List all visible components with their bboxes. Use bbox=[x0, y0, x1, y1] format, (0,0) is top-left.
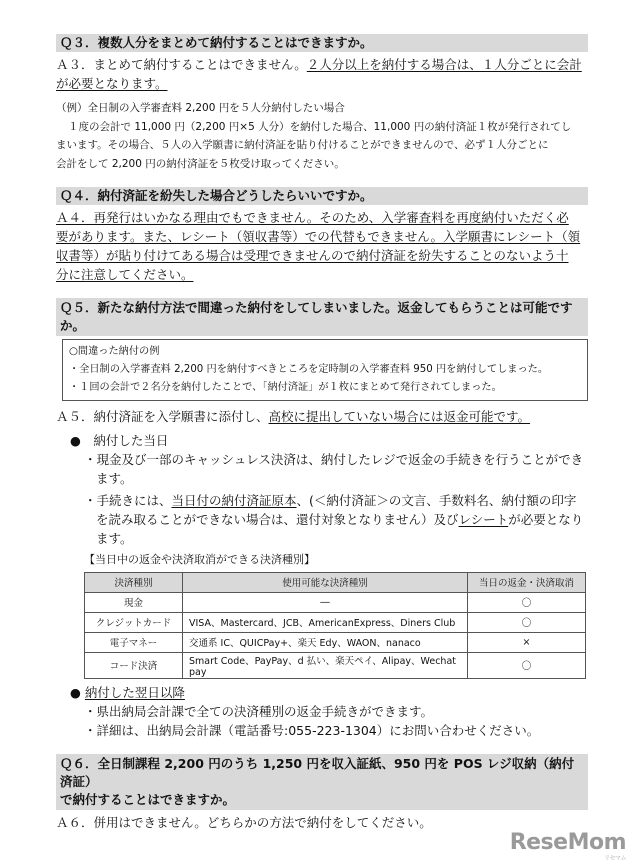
table-caption: 【当日中の返金や決済取消ができる決済種別】 bbox=[84, 553, 315, 566]
next-day-bullet: ● bbox=[70, 684, 81, 700]
q3-answer-underlined: ２人分以上を納付する場合は、１人分ごとに会計 bbox=[306, 57, 582, 72]
table-row bbox=[85, 612, 586, 632]
q5-answer-text: Ａ５．納付済証を入学願書に添付し、 bbox=[56, 409, 269, 424]
table-row bbox=[85, 652, 586, 678]
q5-question-line-1: Ｑ５．新たな納付方法で間違った納付をしてしまいました。返金してもらうことは可能です bbox=[60, 300, 573, 315]
q3-answer bbox=[56, 55, 588, 93]
table-header-refund: 当日の返金・決済取消 bbox=[468, 572, 586, 592]
logo-subtext: リセマム bbox=[604, 855, 626, 862]
table-cell: 〇 bbox=[468, 592, 586, 612]
table-cell: × bbox=[468, 632, 586, 652]
q3-example-body-1: １度の会計で 11,000 円（2,200 円×5 人分）を納付した場合、11,000 円の納付済証１枚が発行されてし bbox=[68, 120, 572, 133]
q3-example bbox=[56, 99, 588, 173]
table-cell: 現金 bbox=[85, 592, 183, 612]
q4-answer-line-3: 収書等）が貼り付けてある場合は受理できませんので納付済証を紛失することのないよう十 bbox=[56, 248, 569, 263]
table-row bbox=[85, 632, 586, 652]
resemom-logo bbox=[509, 830, 626, 862]
same-day-heading: ● 納付した当日 bbox=[70, 433, 169, 448]
table-cell: 〇 bbox=[468, 612, 586, 632]
q5-box-item-1: ・全日制の入学審査料 2,200 円を納付すべきところを定時制の入学審査料 950 円を納付してしまった。 bbox=[69, 364, 549, 375]
table-header-usable: 使用可能な決済種別 bbox=[183, 572, 468, 592]
q3-question: Ｑ３．複数人分をまとめて納付することはできますか。 bbox=[56, 34, 588, 52]
q3-example-body-3: 会計をして 2,200 円の納付済証を５枚受け取ってください。 bbox=[56, 157, 345, 170]
q5-question-line-2: か。 bbox=[60, 318, 86, 333]
q4-answer-line-4: 分に注意してください。 bbox=[56, 267, 194, 282]
same-day-item-2-original: 当日付の納付済証原本 bbox=[171, 493, 297, 508]
q3-example-body-2: まいます。その場合、５人の入学願書に納付済証を貼り付けることができませんので、必ず１人分ごとに bbox=[56, 139, 549, 151]
q5-box-title: ○間違った納付の例 bbox=[69, 346, 160, 357]
table-cell: 電子マネー bbox=[85, 632, 183, 652]
q6-question-line-2: で納付することはできますか。 bbox=[60, 791, 236, 807]
q3-answer-underlined-2: が必要となります。 bbox=[56, 76, 168, 91]
q5-answer-underlined: 高校に提出していない場合には返金可能です。 bbox=[268, 409, 531, 424]
logo-text: ReseMom bbox=[509, 830, 626, 855]
next-day-item-1: ・県出納局会計課で全ての決済種別の返金手続きができます。 bbox=[84, 703, 434, 719]
q6-answer: Ａ６．併用はできません。どちらかの方法で納付をしてください。 bbox=[56, 814, 432, 830]
table-cell: 交通系 IC、QUICPay+、楽天 Edy、WAON、nanaco bbox=[183, 632, 468, 652]
table-header-row bbox=[85, 572, 586, 592]
q4-question: Ｑ４．納付済証を紛失した場合どうしたらいいですか。 bbox=[56, 187, 588, 205]
table-row bbox=[85, 592, 586, 612]
table-cell: VISA、Mastercard、JCB、AmericanExpress、Diners Club bbox=[183, 612, 468, 632]
q5-example-box bbox=[62, 339, 588, 401]
q5-answer bbox=[56, 407, 588, 426]
table-cell: コード決済 bbox=[85, 652, 183, 678]
q6-question-line-1: Ｑ６．全日制課程 2,200 円のうち 1,250 円を収入証紙、950 円を POS レジ収納（納付済証） bbox=[60, 755, 575, 789]
payment-type-table bbox=[84, 572, 586, 679]
same-day-item-2-e: が必要となります。 bbox=[96, 512, 584, 546]
same-day-item-2-a: ・手続きには、 bbox=[84, 493, 172, 508]
q3-answer-text: Ａ３．まとめて納付することはできません。 bbox=[56, 57, 307, 72]
same-day-item-2-receipt: レシート bbox=[458, 512, 509, 527]
next-day-heading bbox=[56, 683, 588, 702]
q5-question bbox=[56, 298, 588, 336]
q4-answer bbox=[56, 208, 588, 284]
same-day-item-1: ・現金及び一部のキャッシュレス決済は、納付したレジで返金の手続きを行うことができます。 bbox=[84, 452, 584, 486]
q5-box-item-2: ・１回の会計で２名分を納付したことで、「納付済証」が１枚にまとめて発行されてしまった。 bbox=[69, 382, 502, 393]
table-header-type: 決済種別 bbox=[85, 572, 183, 592]
same-day-item-2-c: 、(＜納付済証＞の文言、手数料名、納付額の印字を読み取ることができない場合は、還付対象となりません）及び bbox=[96, 493, 577, 527]
q4-answer-line-1: Ａ４．再発行はいかなる理由でもできません。そのため、入学審査料を再度納付いただく必 bbox=[56, 210, 569, 225]
next-day-heading-text: 納付した翌日以降 bbox=[84, 684, 185, 700]
table-cell: Smart Code、PayPay、d 払い、楽天ペイ、Alipay、Wechat pay bbox=[183, 652, 468, 678]
table-cell: 〇 bbox=[468, 652, 586, 678]
next-day-item-2: ・詳細は、出納局会計課（電話番号:055-223-1304）にお問い合わせください。 bbox=[84, 722, 540, 738]
same-day-item-2 bbox=[56, 491, 588, 548]
q4-answer-line-2: 要があります。また、レシート（領収書等）での代替もできません。入学願書にレシート（領 bbox=[56, 229, 581, 244]
q3-example-title: （例）全日制の入学審査料 2,200 円を５人分納付したい場合 bbox=[56, 102, 345, 114]
q6-question bbox=[56, 754, 588, 810]
table-cell: ― bbox=[183, 592, 468, 612]
table-cell: クレジットカード bbox=[85, 612, 183, 632]
